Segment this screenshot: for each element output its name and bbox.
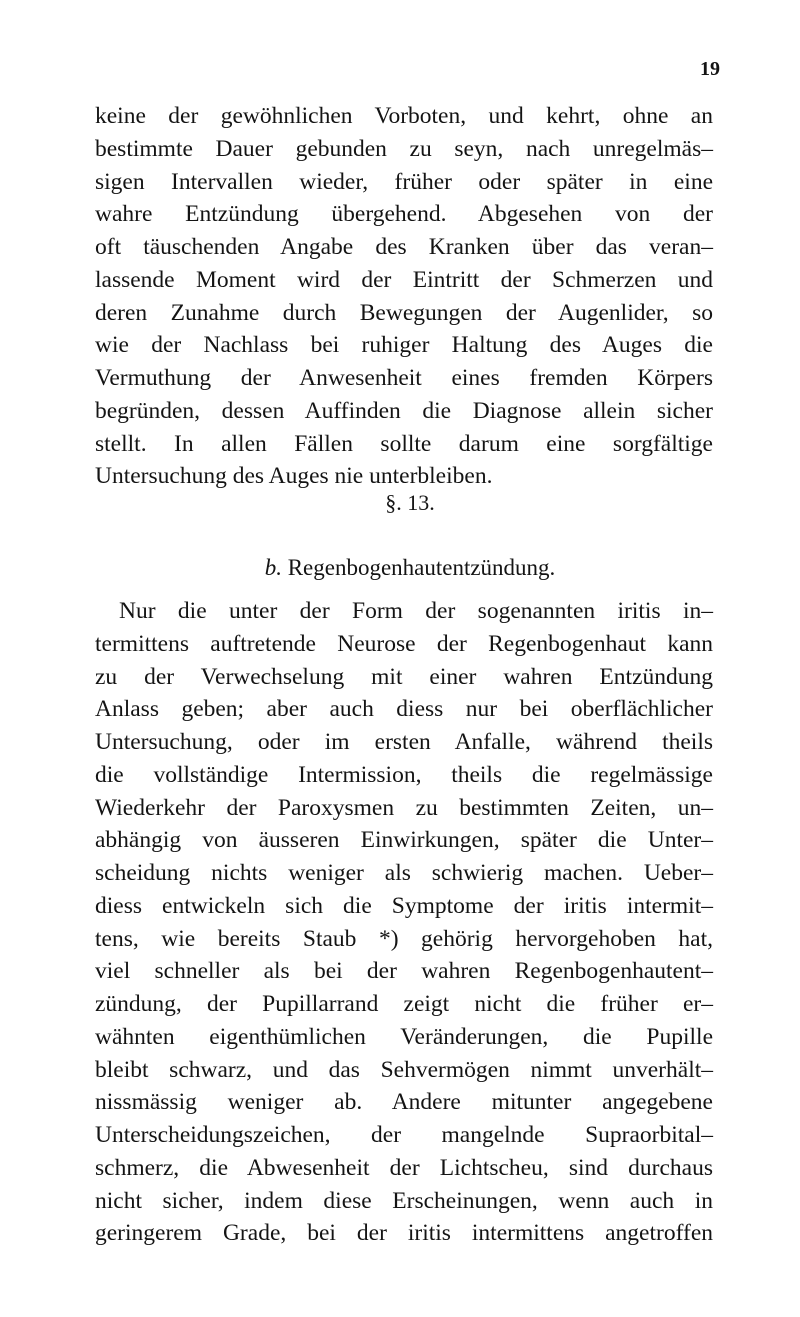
paragraph-1 [95, 100, 713, 493]
text-line: abhängig von äusseren Einwirkungen, später die Unter– [95, 827, 713, 854]
paragraph-2 [95, 595, 713, 1250]
text-line: Untersuchung des Auges nie unterbleiben. [95, 463, 493, 490]
text-line: keine der gewöhnlichen Vorboten, und kehrt, ohne an [95, 103, 713, 129]
text-line: Anlass geben; aber auch diess nur bei oberflächlicher [95, 696, 713, 723]
text-line: Unterscheidungszeichen, der mangelnde Supraorbital– [95, 1122, 713, 1148]
text-line: zündung, der Pupillarrand zeigt nicht die früher er– [95, 991, 713, 1017]
text-line: wahre Entzündung übergehend. Abgesehen von der [95, 201, 713, 228]
text-line: Nur die unter der Form der sogenannten iritis in– [119, 598, 713, 624]
text-line: Untersuchung, oder im ersten Anfalle, während theils [95, 729, 713, 755]
text-line: deren Zunahme durch Bewegungen der Augenlider, so [95, 299, 713, 326]
text-line: termittens auftretende Neurose der Regenbogenhaut kann [95, 630, 713, 657]
text-line: diess entwickeln sich die Symptome der iritis intermit– [95, 892, 713, 919]
section-number: §. 13. [385, 490, 435, 515]
text-line: bleibt schwarz, und das Sehvermögen nimmt unverhält– [95, 1056, 713, 1083]
text-line: nicht sicher, indem diese Erscheinungen, wenn auch in [95, 1187, 713, 1214]
text-line: wähnten eigenthümlichen Veränderungen, die Pupille [95, 1023, 713, 1050]
text-line: wie der Nachlass bei ruhiger Haltung des Auges die [95, 332, 713, 359]
text-line: schmerz, die Abwesenheit der Lichtscheu, sind durchaus [95, 1154, 713, 1181]
text-line: oft täuschenden Angabe des Kranken über das veran– [95, 234, 713, 260]
text-line: tens, wie bereits Staub *) gehörig hervorgehoben hat, [95, 925, 713, 952]
text-line: lassende Moment wird der Eintritt der Schmerzen und [95, 266, 713, 293]
section-letter: b. [264, 555, 282, 580]
text-line: sigen Intervallen wieder, früher oder später in eine [95, 168, 713, 195]
section-heading [0, 555, 800, 581]
text-line: begründen, dessen Auffinden die Diagnose allein sicher [95, 397, 713, 424]
text-line: die vollständige Intermission, theils die regelmässige [95, 761, 713, 788]
text-line: zu der Verwechselung mit einer wahren Entzündung [95, 663, 713, 690]
text-line: Wiederkehr der Paroxysmen zu bestimmten Zeiten, un– [95, 794, 713, 821]
page-number: 19 [700, 58, 720, 80]
text-line: scheidung nichts weniger als schwierig machen. Ueber– [95, 860, 713, 886]
text-line: Vermuthung der Anwesenheit eines fremden Körpers [95, 365, 713, 391]
section-title: Regenbogenhautentzündung. [287, 555, 556, 580]
text-line: bestimmte Dauer gebunden zu seyn, nach unregelmäs– [95, 135, 713, 162]
text-line: nissmässig weniger ab. Andere mitunter angegebene [95, 1089, 713, 1116]
text-line: viel schneller als bei der wahren Regenbogenhautent– [95, 958, 713, 985]
text-line: geringerem Grade, bei der iritis intermittens angetroffen [95, 1220, 713, 1247]
text-line: stellt. In allen Fällen sollte darum eine sorgfältige [95, 430, 713, 457]
